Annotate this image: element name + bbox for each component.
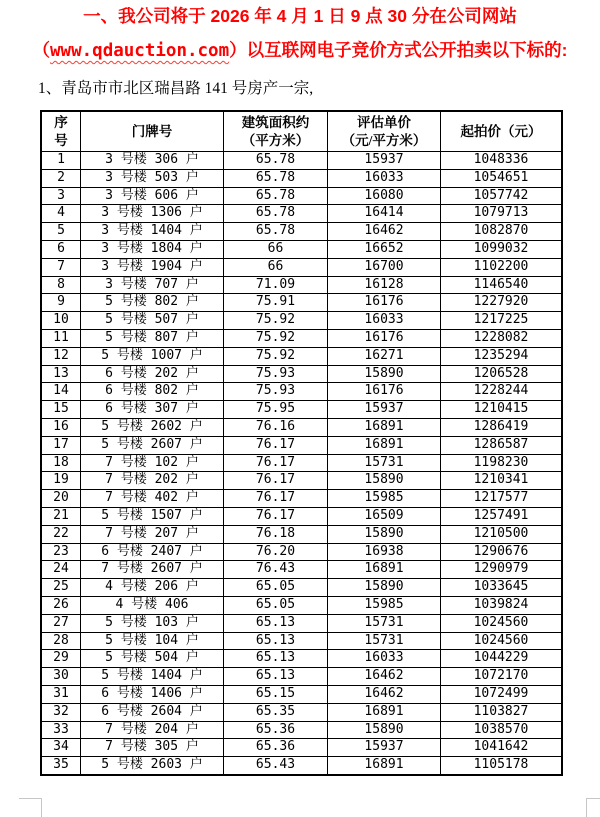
serial-number-cell: 18	[41, 454, 81, 472]
table-row	[41, 721, 562, 739]
starting-price-cell: 1257491	[441, 507, 563, 525]
serial-number-cell: 22	[41, 525, 81, 543]
assessed-unit-price-cell: 16176	[328, 294, 441, 312]
door-number-cell: 6 号楼 307 户	[81, 401, 224, 419]
door-number-cell: 7 号楼 204 户	[81, 721, 224, 739]
assessed-unit-price-cell: 16080	[328, 187, 441, 205]
assessed-unit-price-cell: 16271	[328, 347, 441, 365]
table-row	[41, 757, 562, 775]
table-row	[41, 347, 562, 365]
building-area-cell: 65.78	[224, 187, 328, 205]
serial-number-cell: 8	[41, 276, 81, 294]
heading-line-2	[0, 38, 600, 63]
door-number-cell: 6 号楼 1406 户	[81, 685, 224, 703]
serial-number-cell: 31	[41, 685, 81, 703]
column-header-starting-price: 起拍价（元）	[441, 111, 563, 152]
starting-price-cell: 1286587	[441, 436, 563, 454]
table-row	[41, 490, 562, 508]
heading-line-2-rest: ）以互联网电子竞价方式公开拍卖以下标的:	[229, 40, 568, 60]
table-row	[41, 436, 562, 454]
door-number-cell: 4 号楼 206 户	[81, 579, 224, 597]
starting-price-cell: 1210500	[441, 525, 563, 543]
assessed-unit-price-cell: 16938	[328, 543, 441, 561]
building-area-cell: 76.17	[224, 507, 328, 525]
building-area-cell: 76.18	[224, 525, 328, 543]
building-area-cell: 65.78	[224, 169, 328, 187]
serial-number-cell: 17	[41, 436, 81, 454]
starting-price-cell: 1057742	[441, 187, 563, 205]
assessed-unit-price-cell: 16509	[328, 507, 441, 525]
building-area-cell: 75.92	[224, 347, 328, 365]
starting-price-cell: 1054651	[441, 169, 563, 187]
building-area-cell: 65.13	[224, 650, 328, 668]
building-area-cell: 75.91	[224, 294, 328, 312]
building-area-cell: 76.17	[224, 436, 328, 454]
assessed-unit-price-cell: 16128	[328, 276, 441, 294]
assessed-unit-price-cell: 16176	[328, 329, 441, 347]
starting-price-cell: 1072170	[441, 668, 563, 686]
door-number-cell: 3 号楼 606 户	[81, 187, 224, 205]
starting-price-cell: 1079713	[441, 205, 563, 223]
serial-number-cell: 13	[41, 365, 81, 383]
serial-number-cell: 7	[41, 258, 81, 276]
serial-number-cell: 28	[41, 632, 81, 650]
serial-number-cell: 21	[41, 507, 81, 525]
starting-price-cell: 1082870	[441, 223, 563, 241]
building-area-cell: 65.78	[224, 223, 328, 241]
assessed-unit-price-cell: 16462	[328, 685, 441, 703]
header-row	[41, 111, 562, 152]
serial-number-cell: 11	[41, 329, 81, 347]
door-number-cell: 5 号楼 802 户	[81, 294, 224, 312]
building-area-cell: 65.78	[224, 205, 328, 223]
building-area-cell: 66	[224, 240, 328, 258]
starting-price-cell: 1210415	[441, 401, 563, 419]
table-row	[41, 596, 562, 614]
door-number-cell: 6 号楼 2604 户	[81, 703, 224, 721]
door-number-cell: 5 号楼 807 户	[81, 329, 224, 347]
building-area-cell: 76.16	[224, 418, 328, 436]
starting-price-cell: 1024560	[441, 614, 563, 632]
building-area-cell: 65.13	[224, 668, 328, 686]
door-number-cell: 5 号楼 103 户	[81, 614, 224, 632]
serial-number-cell: 2	[41, 169, 81, 187]
table-row	[41, 632, 562, 650]
table-row	[41, 739, 562, 757]
starting-price-cell: 1290979	[441, 561, 563, 579]
lot-description: 1、青岛市市北区瑞昌路 141 号房产一宗,	[38, 80, 314, 97]
building-area-cell: 75.95	[224, 401, 328, 419]
door-number-cell: 5 号楼 504 户	[81, 650, 224, 668]
table-row	[41, 561, 562, 579]
assessed-unit-price-cell: 15890	[328, 579, 441, 597]
serial-number-cell: 26	[41, 596, 81, 614]
assessed-unit-price-cell: 16176	[328, 383, 441, 401]
door-number-cell: 5 号楼 1007 户	[81, 347, 224, 365]
building-area-cell: 65.05	[224, 579, 328, 597]
table-row	[41, 205, 562, 223]
column-header-building-area: 建筑面积约 （平方米）	[224, 111, 328, 152]
door-number-cell: 6 号楼 202 户	[81, 365, 224, 383]
assessed-unit-price-cell: 16033	[328, 169, 441, 187]
table-row	[41, 223, 562, 241]
assessed-unit-price-cell: 15890	[328, 472, 441, 490]
assessed-unit-price-cell: 15937	[328, 401, 441, 419]
door-number-cell: 5 号楼 2607 户	[81, 436, 224, 454]
assessed-unit-price-cell: 16462	[328, 223, 441, 241]
building-area-cell: 65.13	[224, 632, 328, 650]
table-row	[41, 187, 562, 205]
property-table-body	[41, 152, 562, 775]
starting-price-cell: 1099032	[441, 240, 563, 258]
table-row	[41, 258, 562, 276]
starting-price-cell: 1033645	[441, 579, 563, 597]
starting-price-cell: 1235294	[441, 347, 563, 365]
assessed-unit-price-cell: 15985	[328, 490, 441, 508]
assessed-unit-price-cell: 16414	[328, 205, 441, 223]
serial-number-cell: 32	[41, 703, 81, 721]
table-row	[41, 312, 562, 330]
door-number-cell: 7 号楼 202 户	[81, 472, 224, 490]
building-area-cell: 65.15	[224, 685, 328, 703]
assessed-unit-price-cell: 16891	[328, 561, 441, 579]
table-row	[41, 329, 562, 347]
door-number-cell: 5 号楼 104 户	[81, 632, 224, 650]
door-number-cell: 7 号楼 207 户	[81, 525, 224, 543]
table-row	[41, 507, 562, 525]
door-number-cell: 5 号楼 1404 户	[81, 668, 224, 686]
column-header-assessed-unit-price: 评估单价 （元/平方米）	[328, 111, 441, 152]
building-area-cell: 65.35	[224, 703, 328, 721]
serial-number-cell: 23	[41, 543, 81, 561]
assessed-unit-price-cell: 16891	[328, 703, 441, 721]
door-number-cell: 5 号楼 2602 户	[81, 418, 224, 436]
starting-price-cell: 1227920	[441, 294, 563, 312]
starting-price-cell: 1038570	[441, 721, 563, 739]
serial-number-cell: 25	[41, 579, 81, 597]
assessed-unit-price-cell: 15890	[328, 721, 441, 739]
serial-number-cell: 20	[41, 490, 81, 508]
table-row	[41, 152, 562, 170]
starting-price-cell: 1210341	[441, 472, 563, 490]
serial-number-cell: 10	[41, 312, 81, 330]
door-number-cell: 5 号楼 507 户	[81, 312, 224, 330]
assessed-unit-price-cell: 15731	[328, 632, 441, 650]
serial-number-cell: 34	[41, 739, 81, 757]
table-row	[41, 685, 562, 703]
starting-price-cell: 1228244	[441, 383, 563, 401]
property-table	[40, 110, 563, 776]
column-header-serial-number: 序 号	[41, 111, 81, 152]
heading-paren-open: （	[32, 40, 51, 60]
building-area-cell: 75.93	[224, 383, 328, 401]
building-area-cell: 76.17	[224, 454, 328, 472]
page-boundary-corner-left	[19, 798, 42, 817]
door-number-cell: 3 号楼 707 户	[81, 276, 224, 294]
serial-number-cell: 27	[41, 614, 81, 632]
serial-number-cell: 9	[41, 294, 81, 312]
building-area-cell: 75.92	[224, 329, 328, 347]
starting-price-cell: 1041642	[441, 739, 563, 757]
assessed-unit-price-cell: 15731	[328, 454, 441, 472]
starting-price-cell: 1217225	[441, 312, 563, 330]
table-row	[41, 525, 562, 543]
building-area-cell: 75.92	[224, 312, 328, 330]
serial-number-cell: 24	[41, 561, 81, 579]
door-number-cell: 7 号楼 402 户	[81, 490, 224, 508]
serial-number-cell: 1	[41, 152, 81, 170]
starting-price-cell: 1217577	[441, 490, 563, 508]
building-area-cell: 65.36	[224, 721, 328, 739]
building-area-cell: 66	[224, 258, 328, 276]
door-number-cell: 4 号楼 406	[81, 596, 224, 614]
table-row	[41, 276, 562, 294]
assessed-unit-price-cell: 16462	[328, 668, 441, 686]
table-row	[41, 383, 562, 401]
assessed-unit-price-cell: 16891	[328, 436, 441, 454]
assessed-unit-price-cell: 16891	[328, 757, 441, 775]
assessed-unit-price-cell: 15937	[328, 152, 441, 170]
serial-number-cell: 33	[41, 721, 81, 739]
assessed-unit-price-cell: 16891	[328, 418, 441, 436]
table-row	[41, 614, 562, 632]
starting-price-cell: 1102200	[441, 258, 563, 276]
serial-number-cell: 30	[41, 668, 81, 686]
serial-number-cell: 6	[41, 240, 81, 258]
table-row	[41, 365, 562, 383]
assessed-unit-price-cell: 16033	[328, 312, 441, 330]
starting-price-cell: 1105178	[441, 757, 563, 775]
starting-price-cell: 1198230	[441, 454, 563, 472]
building-area-cell: 65.36	[224, 739, 328, 757]
door-number-cell: 5 号楼 2603 户	[81, 757, 224, 775]
door-number-cell: 7 号楼 102 户	[81, 454, 224, 472]
starting-price-cell: 1290676	[441, 543, 563, 561]
starting-price-cell: 1286419	[441, 418, 563, 436]
assessed-unit-price-cell: 16700	[328, 258, 441, 276]
door-number-cell: 6 号楼 2407 户	[81, 543, 224, 561]
table-row	[41, 418, 562, 436]
starting-price-cell: 1072499	[441, 685, 563, 703]
assessed-unit-price-cell: 15731	[328, 614, 441, 632]
door-number-cell: 3 号楼 1404 户	[81, 223, 224, 241]
door-number-cell: 6 号楼 802 户	[81, 383, 224, 401]
table-row	[41, 650, 562, 668]
assessed-unit-price-cell: 15890	[328, 525, 441, 543]
starting-price-cell: 1103827	[441, 703, 563, 721]
serial-number-cell: 29	[41, 650, 81, 668]
building-area-cell: 76.17	[224, 490, 328, 508]
assessed-unit-price-cell: 15890	[328, 365, 441, 383]
serial-number-cell: 16	[41, 418, 81, 436]
table-row	[41, 543, 562, 561]
serial-number-cell: 5	[41, 223, 81, 241]
website-url: www.qdauction.com	[50, 41, 230, 61]
building-area-cell: 65.05	[224, 596, 328, 614]
assessed-unit-price-cell: 15937	[328, 739, 441, 757]
starting-price-cell: 1039824	[441, 596, 563, 614]
page-boundary-corner-right	[586, 798, 600, 817]
starting-price-cell: 1146540	[441, 276, 563, 294]
table-row	[41, 240, 562, 258]
building-area-cell: 65.78	[224, 152, 328, 170]
table-row	[41, 294, 562, 312]
building-area-cell: 65.13	[224, 614, 328, 632]
heading-line-1: 一、我公司将于 2026 年 4 月 1 日 9 点 30 分在公司网站	[83, 6, 517, 26]
assessed-unit-price-cell: 15985	[328, 596, 441, 614]
door-number-cell: 3 号楼 503 户	[81, 169, 224, 187]
building-area-cell: 76.20	[224, 543, 328, 561]
serial-number-cell: 4	[41, 205, 81, 223]
starting-price-cell: 1048336	[441, 152, 563, 170]
assessed-unit-price-cell: 16033	[328, 650, 441, 668]
serial-number-cell: 14	[41, 383, 81, 401]
property-table-header	[41, 111, 562, 152]
building-area-cell: 65.43	[224, 757, 328, 775]
table-row	[41, 454, 562, 472]
assessed-unit-price-cell: 16652	[328, 240, 441, 258]
door-number-cell: 3 号楼 1804 户	[81, 240, 224, 258]
door-number-cell: 3 号楼 306 户	[81, 152, 224, 170]
serial-number-cell: 3	[41, 187, 81, 205]
table-row	[41, 703, 562, 721]
door-number-cell: 3 号楼 1306 户	[81, 205, 224, 223]
starting-price-cell: 1228082	[441, 329, 563, 347]
starting-price-cell: 1024560	[441, 632, 563, 650]
serial-number-cell: 19	[41, 472, 81, 490]
door-number-cell: 5 号楼 1507 户	[81, 507, 224, 525]
door-number-cell: 7 号楼 2607 户	[81, 561, 224, 579]
building-area-cell: 76.17	[224, 472, 328, 490]
table-row	[41, 668, 562, 686]
door-number-cell: 7 号楼 305 户	[81, 739, 224, 757]
serial-number-cell: 35	[41, 757, 81, 775]
table-row	[41, 472, 562, 490]
starting-price-cell: 1044229	[441, 650, 563, 668]
building-area-cell: 71.09	[224, 276, 328, 294]
serial-number-cell: 15	[41, 401, 81, 419]
door-number-cell: 3 号楼 1904 户	[81, 258, 224, 276]
table-row	[41, 401, 562, 419]
table-row	[41, 579, 562, 597]
column-header-door-number: 门牌号	[81, 111, 224, 152]
building-area-cell: 75.93	[224, 365, 328, 383]
serial-number-cell: 12	[41, 347, 81, 365]
building-area-cell: 76.43	[224, 561, 328, 579]
table-row	[41, 169, 562, 187]
starting-price-cell: 1206528	[441, 365, 563, 383]
